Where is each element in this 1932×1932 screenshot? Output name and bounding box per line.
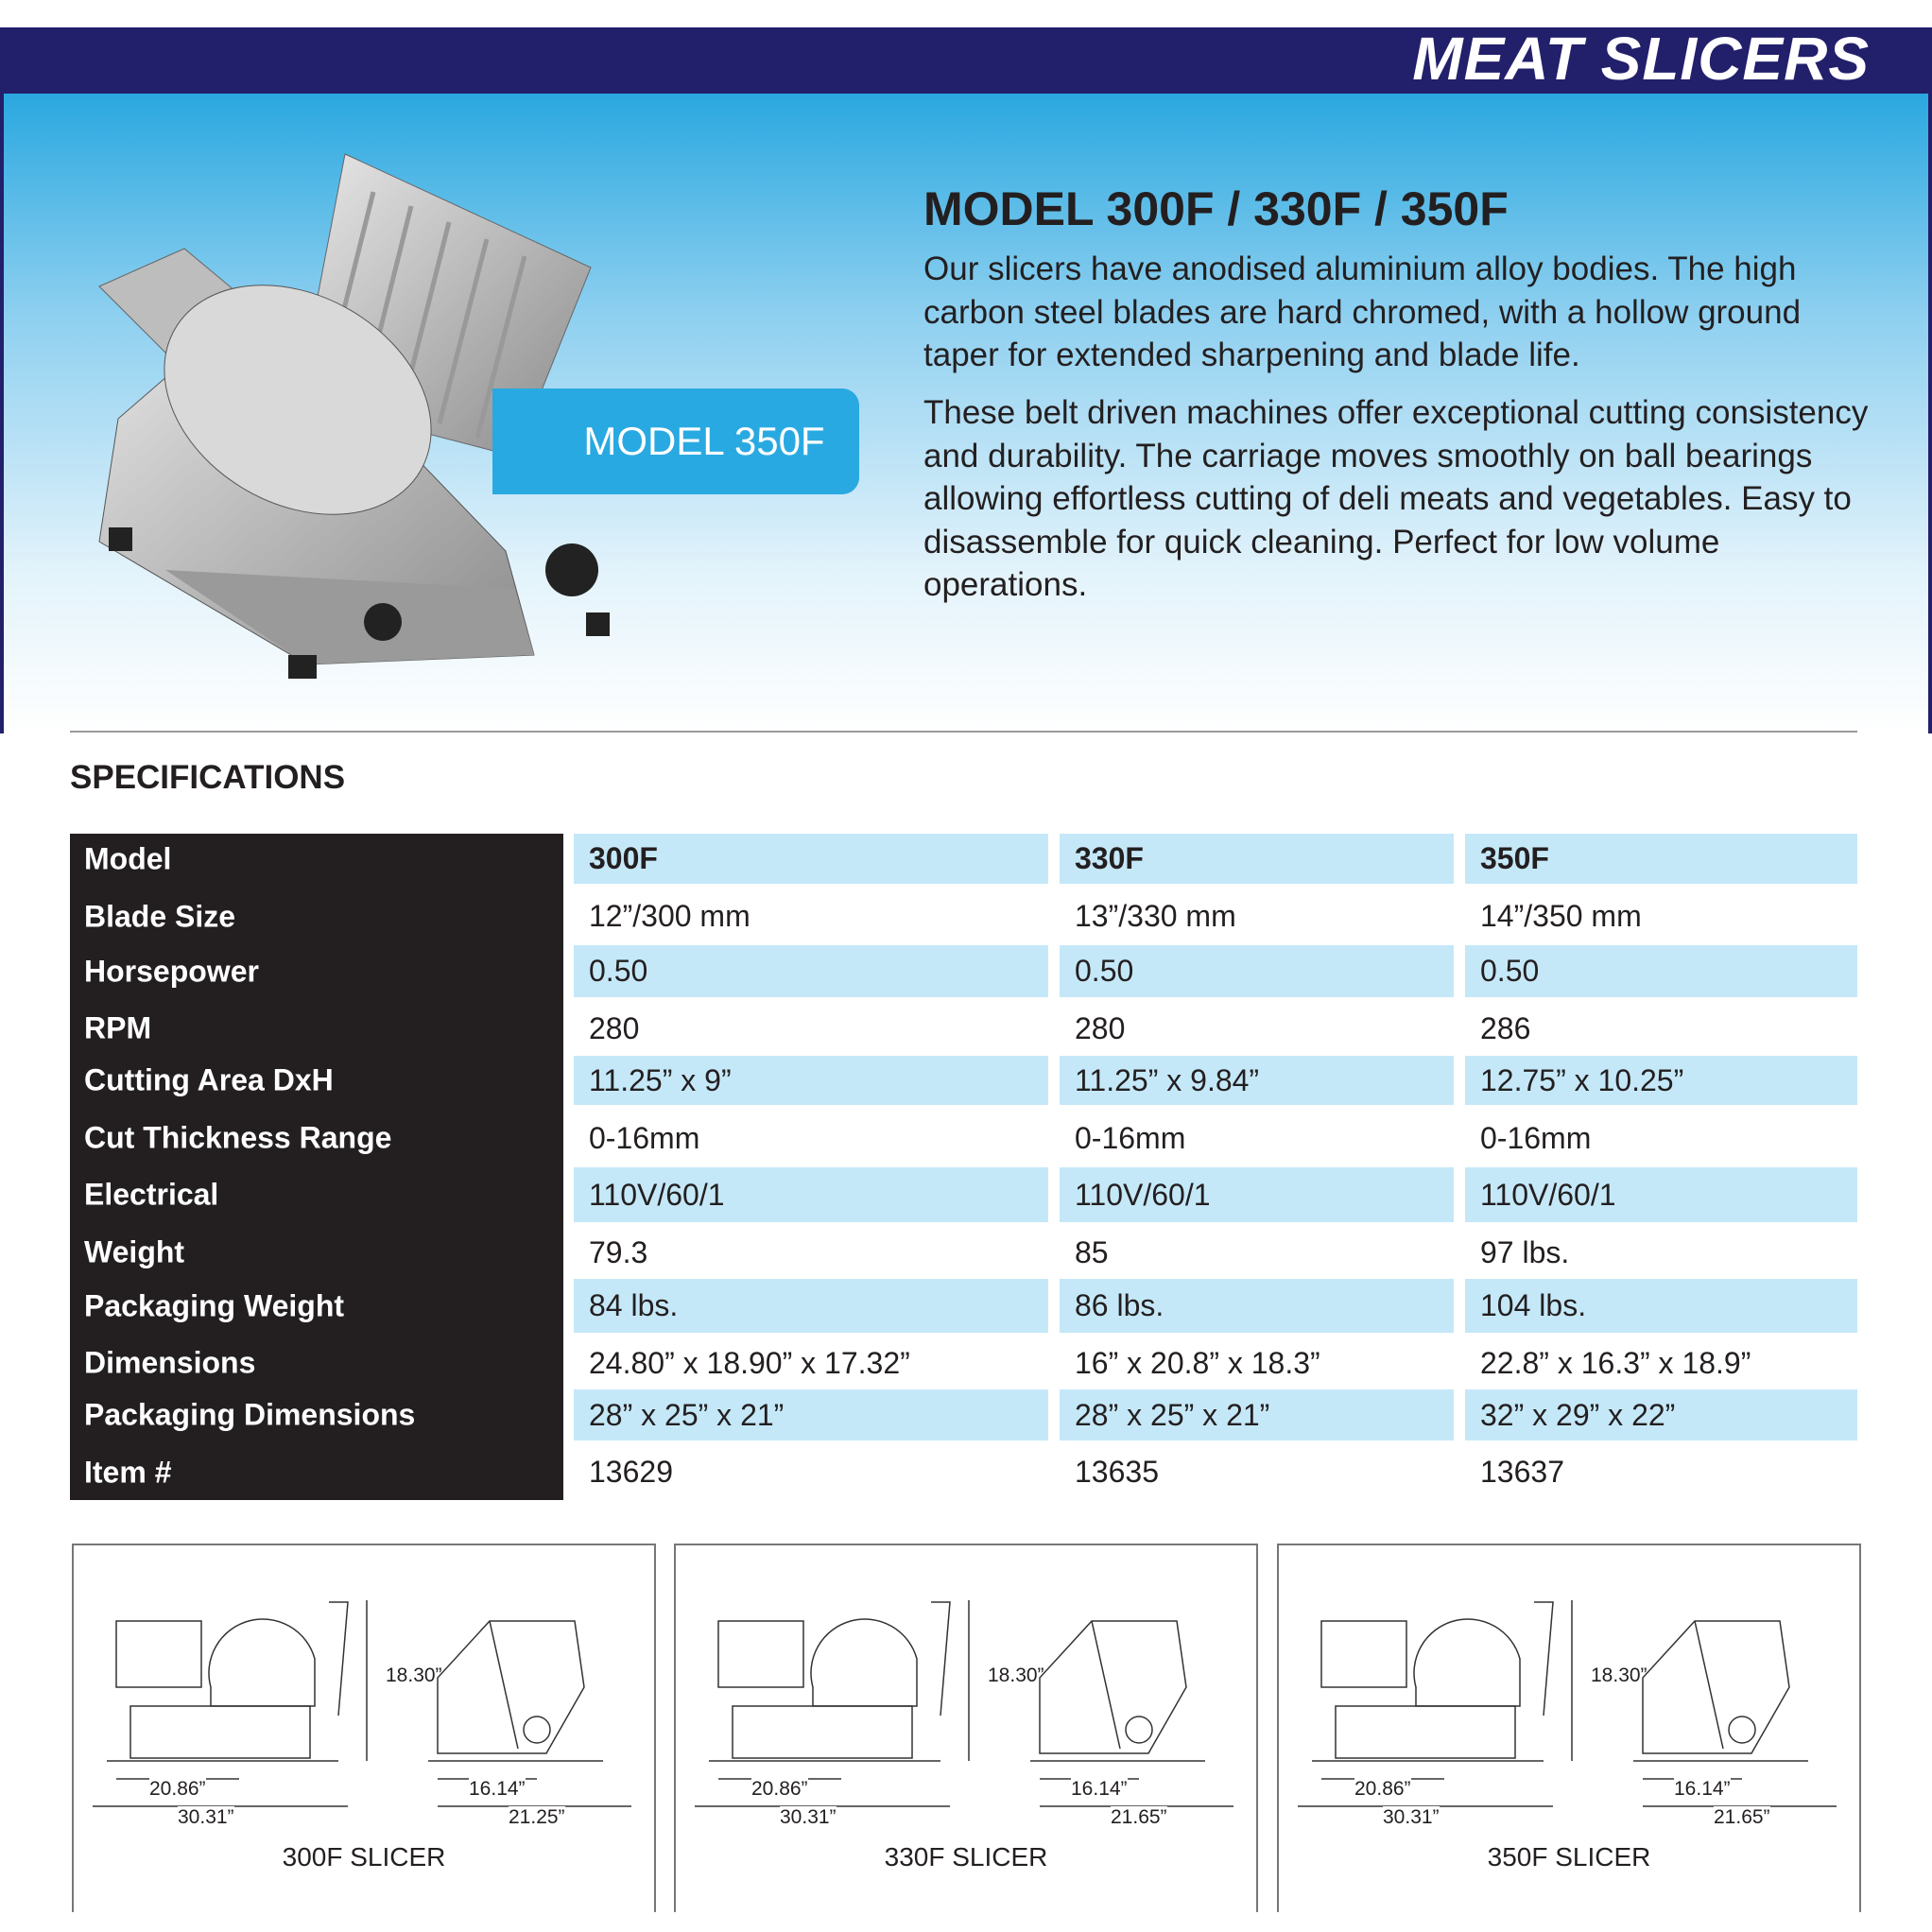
spec-value-cell: 11.25” x 9.84” [1060, 1056, 1454, 1105]
spec-value-cell: 13635 [1075, 1455, 1159, 1489]
spec-value-cell: 24.80” x 18.90” x 17.32” [589, 1345, 910, 1380]
spec-label: RPM [84, 1010, 152, 1045]
height-dimension: 18.30” [1591, 1665, 1647, 1686]
spec-value-cell: 0.50 [1465, 945, 1857, 997]
spec-value-cell: 14”/350 mm [1480, 899, 1642, 933]
side-foot-dimension: 16.14” [1674, 1778, 1731, 1800]
spec-label: Model [84, 841, 172, 875]
spec-value-cell: 280 [589, 1010, 640, 1045]
diagram-label: 350F SLICER [1487, 1842, 1651, 1872]
spec-value-cell: 286 [1480, 1010, 1531, 1045]
spec-label-cell [70, 1389, 563, 1440]
diagram-label: 300F SLICER [282, 1842, 446, 1872]
spec-value-cell: 104 lbs. [1465, 1279, 1857, 1333]
spec-label-cell [70, 1109, 563, 1167]
spec-label-cell [70, 1226, 563, 1279]
spec-value-cell: 300F [574, 834, 1048, 884]
spec-value-cell: 0-16mm [1075, 1120, 1186, 1155]
height-dimension: 18.30” [386, 1665, 442, 1686]
slicer-line-drawing [74, 1545, 658, 1848]
spec-value-cell: 0.50 [1060, 945, 1454, 997]
side-width-dimension: 21.65” [1714, 1806, 1770, 1828]
front-width-dimension: 30.31” [1383, 1806, 1440, 1828]
spec-label-cell [70, 888, 563, 945]
front-width-dimension: 30.31” [780, 1806, 837, 1828]
spec-value-cell: 84 lbs. [574, 1279, 1048, 1333]
spec-value-cell: 280 [1075, 1010, 1126, 1045]
spec-value-cell: 0.50 [574, 945, 1048, 997]
spec-value-cell: 12”/300 mm [589, 899, 750, 933]
spec-label: Weight [84, 1234, 185, 1269]
dimension-diagram-panel [72, 1544, 656, 1912]
spec-value-cell: 13”/330 mm [1075, 899, 1236, 933]
spec-label: Cutting Area DxH [84, 1062, 334, 1097]
side-foot-dimension: 16.14” [469, 1778, 526, 1800]
spec-label: Dimensions [84, 1345, 256, 1380]
model-heading: MODEL 300F / 330F / 350F [923, 182, 1509, 235]
spec-label-cell [70, 834, 563, 884]
spec-value-cell: 110V/60/1 [1060, 1167, 1454, 1222]
divider [70, 731, 1857, 733]
spec-value-cell: 22.8” x 16.3” x 18.9” [1480, 1345, 1751, 1380]
spec-label: Cut Thickness Range [84, 1120, 392, 1155]
spec-value-cell: 79.3 [589, 1234, 648, 1269]
spec-value-cell: 28” x 25” x 21” [574, 1389, 1048, 1440]
spec-label: Horsepower [84, 954, 259, 988]
slicer-line-drawing [1279, 1545, 1863, 1848]
side-width-dimension: 21.65” [1111, 1806, 1167, 1828]
front-foot-dimension: 20.86” [149, 1778, 206, 1800]
spec-value-cell: 85 [1075, 1234, 1109, 1269]
description-paragraph: Our slicers have anodised aluminium alloy bodies. The high carbon steel blades are hard chromed, with a hollow ground taper for extended sharpening and blade life. [923, 250, 1802, 373]
slicer-line-drawing [676, 1545, 1260, 1848]
height-dimension: 18.30” [988, 1665, 1044, 1686]
spec-value-cell: 330F [1060, 834, 1454, 884]
spec-value-cell: 11.25” x 9” [574, 1056, 1048, 1105]
diagram-label: 330F SLICER [884, 1842, 1048, 1872]
model-badge: MODEL 350F [492, 388, 859, 494]
front-foot-dimension: 20.86” [1354, 1778, 1411, 1800]
specifications-title: SPECIFICATIONS [70, 759, 346, 796]
spec-label-cell [70, 1167, 563, 1222]
spec-value-cell: 32” x 29” x 22” [1465, 1389, 1857, 1440]
spec-label: Packaging Weight [84, 1288, 345, 1322]
spec-label-cell [70, 1444, 563, 1500]
spec-value-cell: 0-16mm [589, 1120, 700, 1155]
spec-label-cell [70, 1279, 563, 1333]
spec-value-cell: 13629 [589, 1455, 673, 1489]
spec-label-cell [70, 1337, 563, 1389]
spec-value-cell: 12.75” x 10.25” [1465, 1056, 1857, 1105]
spec-value-cell: 350F [1465, 834, 1857, 884]
header-bar [0, 27, 1932, 94]
spec-label-cell [70, 945, 563, 997]
spec-value-cell: 110V/60/1 [574, 1167, 1048, 1222]
spec-value-cell: 110V/60/1 [1465, 1167, 1857, 1222]
dimension-diagram-panel [674, 1544, 1258, 1912]
spec-label-cell [70, 1001, 563, 1056]
spec-value-cell: 16” x 20.8” x 18.3” [1075, 1345, 1320, 1380]
spec-label: Electrical [84, 1177, 219, 1212]
spec-label-cell [70, 1056, 563, 1105]
spec-label: Item # [84, 1455, 172, 1489]
spec-label: Blade Size [84, 899, 236, 933]
page-title: MEAT SLICERS [1412, 25, 1870, 93]
spec-value-cell: 13637 [1480, 1455, 1564, 1489]
spec-value-cell: 97 lbs. [1480, 1234, 1570, 1269]
front-foot-dimension: 20.86” [751, 1778, 808, 1800]
front-width-dimension: 30.31” [178, 1806, 234, 1828]
side-width-dimension: 21.25” [509, 1806, 565, 1828]
description-paragraph: These belt driven machines offer exceptional cutting consistency and durability. The carriage moves smoothly on ball bearings allowing effortless cutting of deli meats and vegetables. Easy to disassemble for quick cleaning. Perfect for low volume operations. [923, 394, 1869, 603]
spec-value-cell: 86 lbs. [1060, 1279, 1454, 1333]
spec-label: Packaging Dimensions [84, 1397, 416, 1432]
side-foot-dimension: 16.14” [1071, 1778, 1128, 1800]
spec-value-cell: 0-16mm [1480, 1120, 1592, 1155]
spec-value-cell: 28” x 25” x 21” [1060, 1389, 1454, 1440]
dimension-diagram-panel [1277, 1544, 1861, 1912]
